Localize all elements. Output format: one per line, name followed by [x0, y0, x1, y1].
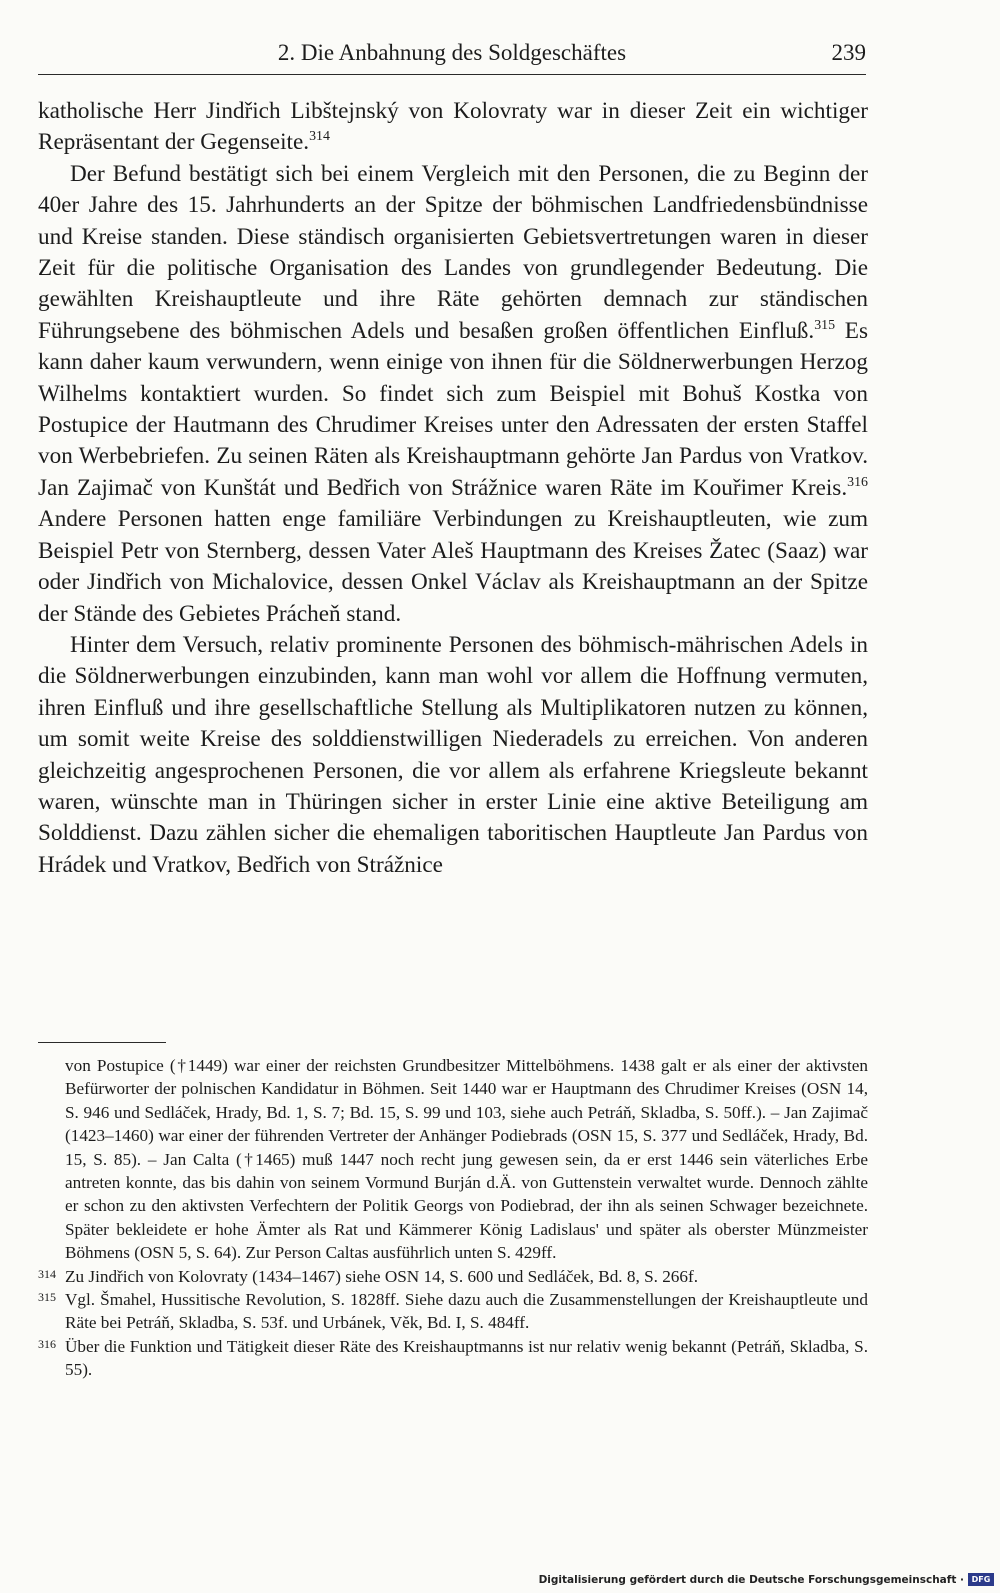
footnote-ref-316[interactable]: 316 — [847, 474, 868, 490]
footnote-text: Über die Funktion und Tätigkeit dieser Räte des Kreishauptmanns ist nur relativ wenig bekannt (Petráň, Skladba, S. 55). — [65, 1336, 868, 1380]
running-header — [38, 36, 866, 75]
footnote-number: 316 — [38, 1336, 56, 1351]
paragraph-3: Hinter dem Versuch, relativ prominente Personen des böhmisch-mährischen Adels in die Söldnerwerbungen einzubinden, kann man wohl vor allem die Hoffnung vermuten, ihren Einfluß und ihre gesellschaftliche Stellung als Multiplikatoren nutzen zu können, um somit weite Kreise des solddienstwilligen Niederadels zu erreichen. Von anderen gleichzeitig angesprochenen Personen, die vor allem als erfahrene Kriegsleute bekannt waren, wünschte man in Thüringen sicher in erster Linie eine aktive Beteiligung am Solddienst. Dazu zählen sicher die ehemaligen taboritischen Hauptleute Jan Pardus von Hrádek und Vratkov, Bedřich von Strážnice — [38, 631, 868, 878]
dfg-logo-icon: DFG — [968, 1573, 994, 1586]
footnote-ref-314[interactable]: 314 — [309, 129, 330, 145]
paragraph-2-text-b: Es kann daher kaum verwundern, wenn einige von ihnen für die Söldnerwerbungen Herzog Wilhelms kontaktiert wurden. So findet sich zum Beispiel mit Bohuš Kostka von Postupice der Hautmann des Chrudimer Kreises unter den Adressaten der ersten Staffel von Werbebriefen. Zu seinen Räten als Kreishauptmann gehörte Jan Pardus von Vratkov. Jan Zajimač von Kunštát und Bedřich von Strážnice waren Räte im Kouřimer Kreis. — [38, 317, 868, 501]
main-text — [38, 96, 868, 881]
footnote-315 — [38, 1288, 868, 1335]
footnote-number: 315 — [38, 1290, 56, 1305]
footnote-text: Vgl. Šmahel, Hussitische Revolution, S. 1828ff. Siehe dazu auch die Zusammenstellungen der Kreishauptleute und Räte bei Petráň, Skladba, S. 53f. und Urbánek, Věk, Bd. I, S. 484ff. — [65, 1290, 868, 1333]
footnote-continuation: von Postupice (†1449) war einer der reichsten Grundbesitzer Mittelböhmens. 1438 galt er als einer der aktivsten Befürworter der polnischen Kandidatur in Böhmen. Seit 1440 war er Hauptmann des Chrudimer Kreises (OSN 14, S. 946 und Sedláček, Hrady, Bd. 1, S. 7; Bd. 15, S. 99 und 103, siehe auch Petráň, Skladba, S. 50ff.). – Jan Zajimač (1423–1460) war einer der führenden Vertreter der Anhänger Podiebrads (OSN 15, S. 377 und Sedláček, Hrady, Bd. 15, S. 85). – Jan Calta (†1465) muß 1447 noch recht jung gewesen sein, da er erst 1446 sein väterliches Erbe antreten konnte, das bis dahin von seinem Vormund Burján d.Ä. von Guttenstein verwaltet wurde. Dennoch zählte er schon zu den aktivsten Verfechtern der Politik Georgs von Podiebrad, der ihn als seinen Schwager bezeichnete. Später bekleidete er hohe Ämter als Rat und Kämmerer König Ladislaus' und später als oberster Münzmeister Böhmens (OSN 5, S. 64). Zur Person Caltas ausführlich unten S. 429ff. — [65, 1056, 868, 1263]
footnote-314 — [38, 1265, 868, 1288]
page-number: 239 — [831, 40, 866, 65]
paragraph-1-text: katholische Herr Jindřich Libštejnský von Kolovraty war in dieser Zeit ein wichtiger Repräsentant der Gegenseite. — [38, 98, 868, 156]
paragraph-2-text-a: Der Befund bestätigt sich bei einem Vergleich mit den Personen, die zu Beginn der 40er Jahre des 15. Jahrhunderts an der Spitze der böhmischen Landfriedensbündnisse und Kreise standen. Diese ständisch organisierten Gebietsvertretungen waren in dieser Zeit für die politische Organisation des Landes von grundlegender Bedeutung. Die gewählten Kreishauptleute und ihre Räte gehörten demnach zur ständischen Führungsebene des böhmischen Adels und besaßen großen öffentlichen Einfluß. — [38, 160, 868, 344]
paragraph-1 — [38, 96, 868, 159]
paragraph-2-text-c: Andere Personen hatten enge familiäre Verbindungen zu Kreishauptleuten, wie zum Beispiel Petr von Sternberg, dessen Vater Aleš Hauptmann des Kreises Žatec (Saaz) war oder Jindřich von Michalovice, dessen Onkel Václav als Kreishauptmann an der Spitze der Stände des Gebietes Prácheň stand. — [38, 506, 868, 627]
running-title: 2. Die Anbahnung des Soldgeschäftes — [277, 40, 627, 65]
footnote-separator — [38, 1042, 166, 1043]
footnote-ref-315[interactable]: 315 — [814, 317, 836, 333]
footnote-number: 314 — [38, 1266, 56, 1281]
paragraph-2 — [38, 159, 868, 630]
footnotes — [38, 1054, 868, 1382]
footnote-text: Zu Jindřich von Kolovraty (1434–1467) siehe OSN 14, S. 600 und Sedláček, Bd. 8, S. 266f. — [65, 1266, 699, 1286]
digitization-credit — [539, 1573, 994, 1586]
credit-text: Digitalisierung gefördert durch die Deutsche Forschungsgemeinschaft · — [538, 1573, 964, 1586]
footnote-316 — [38, 1335, 868, 1382]
